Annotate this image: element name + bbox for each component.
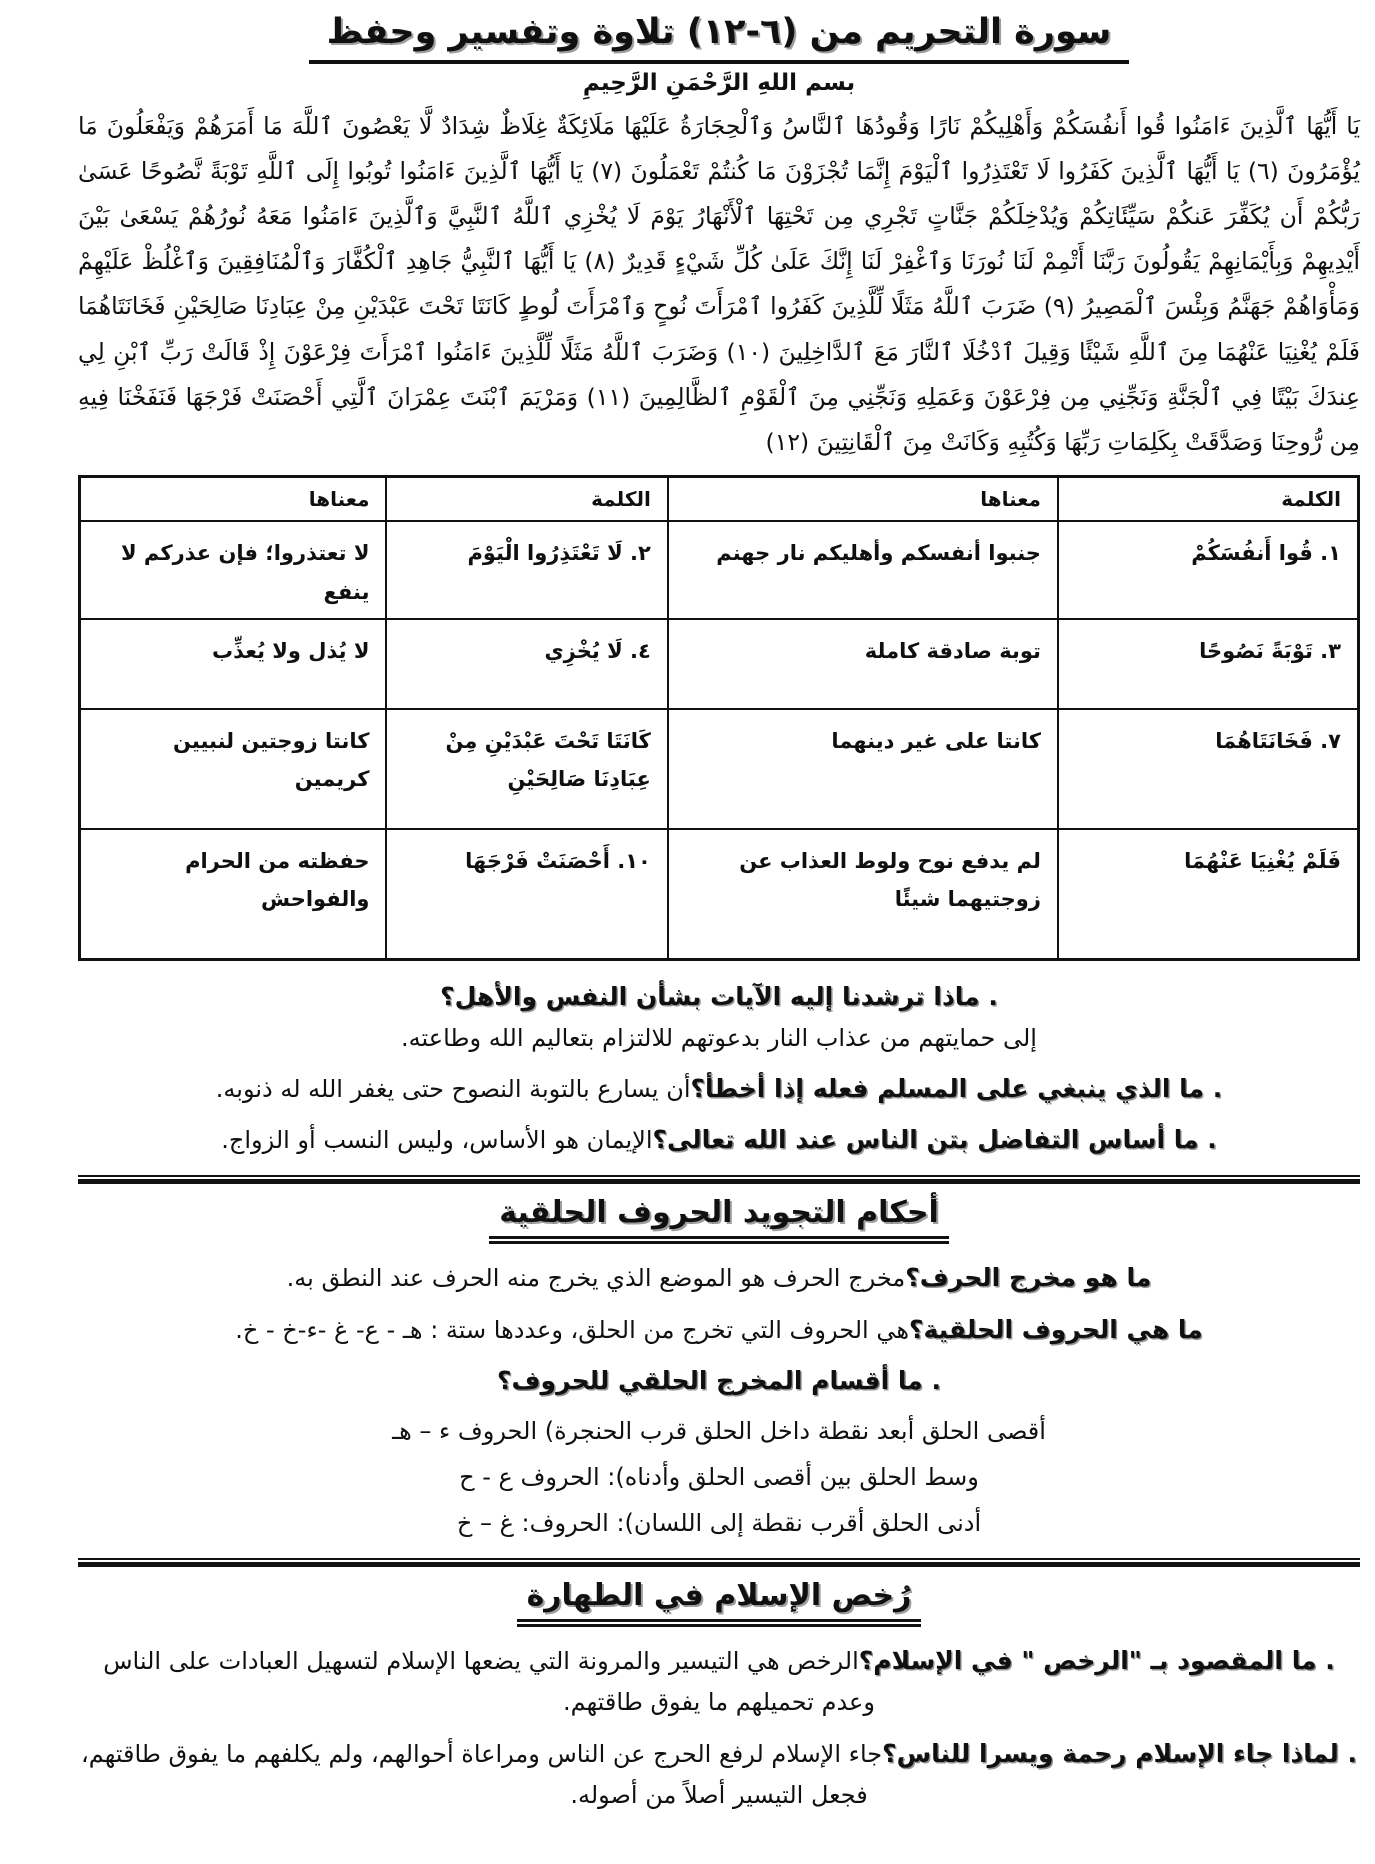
answer-text: هي الحروف التي تخرج من الحلق، وعددها ستة : هـ - ع- غ -ء-خ - خ. xyxy=(235,1315,909,1344)
question-text: . ماذا ترشدنا إليه الآيات بشأن النفس والأهل؟ xyxy=(440,981,998,1011)
answer-text: الرخص هي التيسير والمرونة التي يضعها الإسلام لتسهيل العبادات على الناس وعدم تحميلهم ما يفوق طاقتهم. xyxy=(103,1647,875,1717)
tajweed-section-title-wrap xyxy=(78,1195,1360,1244)
word-cell: ٧. فَخَانَتَاهُمَا xyxy=(1058,709,1359,829)
table-row xyxy=(80,521,1359,619)
bismillah: بسم اللهِ الرَّحْمَنِ الرَّحِيمِ xyxy=(582,70,856,96)
meaning-cell: لا تعتذروا؛ فإن عذركم لا ينفع xyxy=(80,521,387,619)
meaning-cell: جنبوا أنفسكم وأهليكم نار جهنم xyxy=(668,521,1058,619)
qa-item xyxy=(78,1308,1360,1351)
question-text: . لماذا جاء الإسلام رحمة ويسرا للناس؟ xyxy=(882,1738,1358,1768)
qa-item xyxy=(78,1732,1360,1817)
table-row xyxy=(80,829,1359,960)
table-row xyxy=(80,619,1359,709)
col-header-word-1: الكلمة xyxy=(1058,476,1359,521)
rukhas-section-title-wrap xyxy=(78,1578,1360,1627)
col-header-meaning-1: معناها xyxy=(668,476,1058,521)
meaning-cell: لا يُذل ولا يُعذِّب xyxy=(80,619,387,709)
word-cell: ١. قُوا أَنفُسَكُمْ xyxy=(1058,521,1359,619)
word-cell: فَلَمْ يُغْنِيَا عَنْهُمَا xyxy=(1058,829,1359,960)
qa-item xyxy=(78,1067,1360,1110)
meaning-cell: لم يدفع نوح ولوط العذاب عن زوجتيهما شيئًا xyxy=(668,829,1058,960)
word-cell: ٢. لَا تَعْتَذِرُوا الْيَوْمَ xyxy=(386,521,667,619)
meaning-cell: توبة صادقة كاملة xyxy=(668,619,1058,709)
tajweed-section-title: أحكام التجويد الحروف الحلقية xyxy=(489,1195,949,1244)
answer-text: جاء الإسلام لرفع الحرج عن الناس ومراعاة أحوالهم، ولم يكلفهم ما يفوق طاقتهم، فجعل التيسير أصلاً من أصوله. xyxy=(80,1739,883,1809)
meaning-cell: كانتا زوجتين لنبيين كريمين xyxy=(80,709,387,829)
throat-part-middle: وسط الحلق بين أقصى الحلق وأدناه): الحروف ع - ح xyxy=(459,1463,979,1492)
word-cell: ٤. لَا يُخْزِي xyxy=(386,619,667,709)
question-text: ما هو مخرج الحرف؟ xyxy=(905,1263,1152,1293)
meaning-cell: كانتا على غير دينهما xyxy=(668,709,1058,829)
answer-text: مخرج الحرف هو الموضع الذي يخرج منه الحرف عند النطق به. xyxy=(286,1264,906,1293)
word-cell: ٣. تَوْبَةً نَصُوحًا xyxy=(1058,619,1359,709)
qa-item xyxy=(78,1359,1360,1402)
meaning-cell: حفظته من الحرام والفواحش xyxy=(80,829,387,960)
word-cell: كَانَتَا تَحْتَ عَبْدَيْنِ مِنْ عِبَادِنَا صَالِحَيْنِ xyxy=(386,709,667,829)
qa-item xyxy=(78,1118,1360,1161)
page-title: سورة التحريم من (٦-١٢) تلاوة وتفسير وحفظ xyxy=(309,12,1130,64)
throat-part-near: أدنى الحلق أقرب نقطة إلى اللسان): الحروف: غ – خ xyxy=(456,1509,982,1538)
page-title-wrap xyxy=(78,12,1360,64)
table-header-row xyxy=(80,476,1359,521)
word-cell: ١٠. أَحْصَنَتْ فَرْجَهَا xyxy=(386,829,667,960)
qa-item xyxy=(78,1639,1360,1724)
question-text: . ما أقسام المخرج الحلقي للحروف؟ xyxy=(497,1365,941,1395)
qa-item xyxy=(78,975,1360,1059)
qa-item xyxy=(78,1256,1360,1299)
question-text: . ما المقصود بـ "الرخص " في الإسلام؟ xyxy=(858,1646,1335,1676)
section-divider xyxy=(78,1175,1360,1185)
vocab-table xyxy=(78,475,1360,961)
col-header-meaning-2: معناها xyxy=(80,476,387,521)
table-row xyxy=(80,709,1359,829)
answer-text: إلى حمايتهم من عذاب النار بدعوتهم للالتزام بتعاليم الله وطاعته. xyxy=(401,1023,1037,1052)
throat-part-far: أقصى الحلق أبعد نقطة داخل الحلق قرب الحنجرة) الحروف ء – هـ xyxy=(392,1417,1046,1446)
answer-text: أن يسارع بالتوبة النصوح حتى يغفر الله له ذنوبه. xyxy=(215,1074,691,1103)
question-text: . ما الذي ينبغي على المسلم فعله إذا أخطأ؟ xyxy=(690,1073,1223,1103)
answer-text: الإيمان هو الأساس، وليس النسب أو الزواج. xyxy=(221,1126,653,1155)
question-text: . ما أساس التفاضل بتن الناس عند الله تعالى؟ xyxy=(652,1125,1217,1155)
section-divider xyxy=(78,1558,1360,1568)
rukhas-section-title: رُخص الإسلام في الطهارة xyxy=(517,1578,922,1627)
col-header-word-2: الكلمة xyxy=(386,476,667,521)
quran-verses: يَا أَيُّهَا ٱلَّذِينَ ءَامَنُوا قُوا أَنفُسَكُمْ وَأَهْلِيكُمْ نَارًا وَقُودُهَا ٱلنَّاسُ وَٱلْحِجَارَةُ عَلَيْهَا مَلَائِكَةٌ غِلَاظٌ شِدَادٌ لَّا يَعْصُونَ ٱللَّهَ مَا أَمَرَهُمْ وَيَفْعَلُونَ مَا يُؤْمَرُونَ (٦) يَا أَيُّهَا ٱلَّذِينَ كَفَرُوا لَا تَعْتَذِرُوا ٱلْيَوْمَ إِنَّمَا تُجْزَوْنَ مَا كُنتُمْ تَعْمَلُونَ (٧) يَا أَيُّهَا ٱلَّذِينَ ءَامَنُوا تُوبُوا إِلَى ٱللَّهِ تَوْبَةً نَّصُوحًا عَسَىٰ رَبُّكُمْ أَن يُكَفِّرَ عَنكُمْ سَيِّئَاتِكُمْ وَيُدْخِلَكُمْ جَنَّاتٍ تَجْرِي مِن تَحْتِهَا ٱلْأَنْهَارُ يَوْمَ لَا يُخْزِي ٱللَّهُ ٱلنَّبِيَّ وَٱلَّذِينَ ءَامَنُوا مَعَهُ نُورُهُمْ يَسْعَىٰ بَيْنَ أَيْدِيهِمْ وَبِأَيْمَانِهِمْ يَقُولُونَ رَبَّنَا أَتْمِمْ لَنَا نُورَنَا وَٱغْفِرْ لَنَا إِنَّكَ عَلَىٰ كُلِّ شَيْءٍ قَدِيرٌ (٨) يَا أَيُّهَا ٱلنَّبِيُّ جَاهِدِ ٱلْكُفَّارَ وَٱلْمُنَافِقِينَ وَٱغْلُظْ عَلَيْهِمْ وَمَأْوَاهُمْ جَهَنَّمُ وَبِئْسَ ٱلْمَصِيرُ (٩) ضَرَبَ ٱللَّهُ مَثَلًا لِّلَّذِينَ كَفَرُوا ٱمْرَأَتَ نُوحٍ وَٱمْرَأَتَ لُوطٍ كَانَتَا تَحْتَ عَبْدَيْنِ مِنْ عِبَادِنَا صَالِحَيْنِ فَخَانَتَاهُمَا فَلَمْ يُغْنِيَا عَنْهُمَا مِنَ ٱللَّهِ شَيْئًا وَقِيلَ ٱدْخُلَا ٱلنَّارَ مَعَ ٱلدَّاخِلِينَ (١٠) وَضَرَبَ ٱللَّهُ مَثَلًا لِّلَّذِينَ ءَامَنُوا ٱمْرَأَتَ فِرْعَوْنَ إِذْ قَالَتْ رَبِّ ٱبْنِ لِي عِندَكَ بَيْتًا فِي ٱلْجَنَّةِ وَنَجِّنِي مِن فِرْعَوْنَ وَعَمَلِهِ وَنَجِّنِي مِنَ ٱلْقَوْمِ ٱلظَّالِمِينَ (١١) وَمَرْيَمَ ٱبْنَتَ عِمْرَانَ ٱلَّتِي أَحْصَنَتْ فَرْجَهَا فَنَفَخْنَا فِيهِ مِن رُّوحِنَا وَصَدَّقَتْ بِكَلِمَاتِ رَبِّهَا وَكُتُبِهِ وَكَانَتْ مِنَ ٱلْقَانِتِينَ (١٢) xyxy=(78,112,1361,456)
question-text: ما هي الحروف الحلقية؟ xyxy=(908,1314,1203,1344)
